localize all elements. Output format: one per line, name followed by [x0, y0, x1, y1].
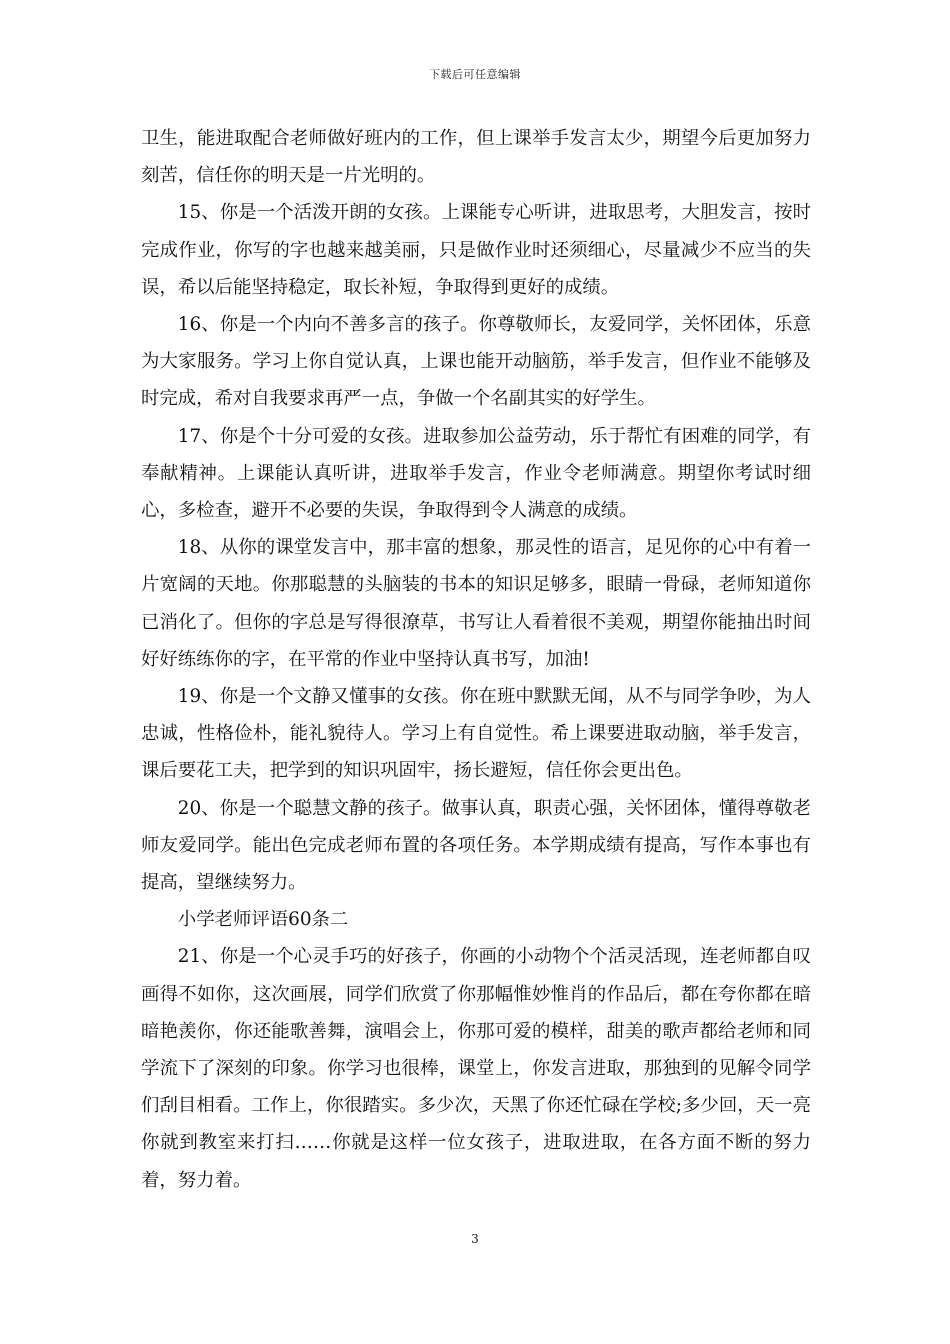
paragraph-comment-20: 20、你是一个聪慧文静的孩子。做事认真，职责心强，关怀团体，懂得尊敬老师友爱同学。能出色完成老师布置的各项任务。本学期成绩有提高，写作本事也有提高，望继续努力。 [141, 797, 811, 894]
section-heading: 小学老师评语60条二 [177, 909, 349, 931]
paragraph-continued: 卫生，能进取配合老师做好班内的工作，但上课举手发言太少，期望今后更加努力刻苦，信任你的明天是一片光明的。 [141, 128, 811, 187]
document-body [141, 120, 811, 1199]
paragraph-comment-15: 15、你是一个活泼开朗的女孩。上课能专心听讲，进取思考，大胆发言，按时完成作业，你写的字也越来越美丽，只是做作业时还须细心，尽量减少不应当的失误，希以后能坚持稳定，取长补短，争取得到更好的成绩。 [141, 202, 811, 298]
paragraph-comment-17: 17、你是个十分可爱的女孩。进取参加公益劳动，乐于帮忙有困难的同学，有奉献精神。上课能认真听讲，进取举手发言，作业令老师满意。期望你考试时细心，多检查，避开不必要的失误，争取得到令人满意的成绩。 [141, 425, 811, 522]
page-header: 下载后可任意编辑 [429, 68, 521, 81]
paragraph-comment-18: 18、从你的课堂发言中，那丰富的想象，那灵性的语言，足见你的心中有着一片宽阔的天地。你那聪慧的头脑装的书本的知识足够多，眼睛一骨碌，老师知道你已消化了。但你的字总是写得很潦草，书写让人看着很不美观，期望你能抽出时间好好练练你的字，在平常的作业中坚持认真书写，加油! [141, 537, 811, 670]
paragraph-comment-19: 19、你是一个文静又懂事的女孩。你在班中默默无闻，从不与同学争吵，为人忠诚，性格俭朴，能礼貌待人。学习上有自觉性。希上课要进取动脑，举手发言，课后要花工夫，把学到的知识巩固牢，扬长避短，信任你会更出色。 [141, 686, 811, 782]
page-number: 3 [471, 1232, 479, 1246]
paragraph-comment-21: 21、你是一个心灵手巧的好孩子，你画的小动物个个活灵活现，连老师都自叹画得不如你，这次画展，同学们欣赏了你那幅惟妙惟肖的作品后，都在夸你都在暗暗艳羡你，你还能歌善舞，演唱会上，你那可爱的模样，甜美的歌声都给老师和同学流下了深刻的印象。你学习也很棒，课堂上，你发言进取，那独到的见解令同学们刮目相看。工作上，你很踏实。多少次，天黑了你还忙碌在学校;多少回，天一亮你就到教室来打扫……你就是这样一位女孩子，进取进取，在各方面不断的努力着，努力着。 [141, 946, 811, 1191]
paragraph-comment-16: 16、你是一个内向不善多言的孩子。你尊敬师长，友爱同学，关怀团体，乐意为大家服务。学习上你自觉认真，上课也能开动脑筋，举手发言，但作业不能够及时完成，希对自我要求再严一点，争做一个名副其实的好学生。 [141, 314, 811, 410]
